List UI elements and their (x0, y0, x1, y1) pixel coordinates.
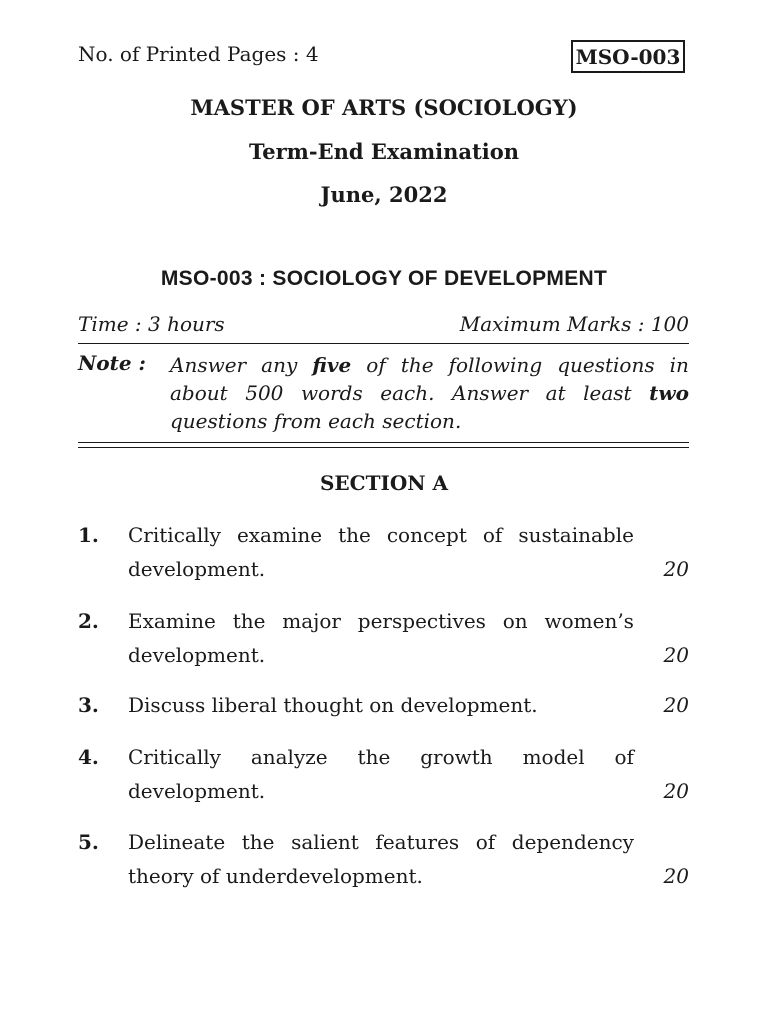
paper-code-box (571, 40, 685, 73)
question-number: 3. (78, 693, 99, 717)
question-text-line: development. (128, 643, 266, 667)
note-emphasis-five: five (312, 353, 352, 377)
question-text: Delineate the salient features of dependency theory of underdevelopment. (128, 825, 634, 893)
double-rule-bottom (78, 447, 689, 448)
exam-meta-row (78, 312, 689, 336)
printed-pages-count: No. of Printed Pages : 4 (78, 42, 319, 66)
question-marks: 20 (663, 693, 689, 717)
question-text: Examine the major perspectives on women’s development. (128, 604, 634, 672)
exam-session: June, 2022 (320, 182, 448, 207)
question-text-line: development. (128, 557, 266, 581)
note-word: in (669, 353, 689, 377)
paper-code: MSO-003 (575, 44, 681, 69)
question-text-line: theory of underdevelopment. (128, 864, 423, 888)
divider-line (78, 343, 689, 344)
exam-title: Term-End Examination (248, 139, 519, 164)
note-word: any (261, 353, 298, 377)
question-marks: 20 (663, 643, 689, 667)
note-word: of (366, 353, 386, 377)
section-title: SECTION A (319, 471, 449, 495)
question-1 (78, 518, 689, 588)
note-word: the (400, 353, 434, 377)
note-word: Answer (452, 381, 529, 405)
question-3 (78, 688, 689, 724)
programme-title: MASTER OF ARTS (SOCIOLOGY) (190, 95, 578, 120)
course-title: MSO-003 : SOCIOLOGY OF DEVELOPMENT (160, 267, 608, 290)
question-marks: 20 (663, 864, 689, 888)
question-4 (78, 740, 689, 810)
note-word: Answer (170, 353, 247, 377)
question-2 (78, 604, 689, 674)
question-number: 5. (78, 830, 99, 854)
note-word: about (170, 381, 228, 405)
time-allowed: Time : 3 hours (78, 312, 225, 336)
note-emphasis-two: two (649, 381, 689, 405)
double-rule-top (78, 442, 689, 443)
question-text-line: Discuss liberal thought on development. (128, 693, 538, 717)
question-text (128, 688, 634, 722)
note-word: 500 (245, 381, 284, 405)
note-line-3: questions from each section. (170, 409, 462, 433)
note-word: each. (380, 381, 435, 405)
note-word: questions (557, 353, 655, 377)
note-label: Note : (78, 351, 146, 375)
question-marks: 20 (663, 779, 689, 803)
question-number: 2. (78, 609, 99, 633)
note-word: words (300, 381, 363, 405)
question-5 (78, 825, 689, 895)
question-text-line: development. (128, 779, 266, 803)
note-text (170, 351, 689, 435)
question-number: 1. (78, 523, 99, 547)
question-text: Critically examine the concept of sustainable development. (128, 518, 634, 586)
question-marks: 20 (663, 557, 689, 581)
question-number: 4. (78, 745, 99, 769)
maximum-marks: Maximum Marks : 100 (459, 312, 689, 336)
note-word: at (545, 381, 566, 405)
note-word: following (448, 353, 543, 377)
question-text: Critically analyze the growth model of development. (128, 740, 634, 808)
note-word: least (583, 381, 632, 405)
